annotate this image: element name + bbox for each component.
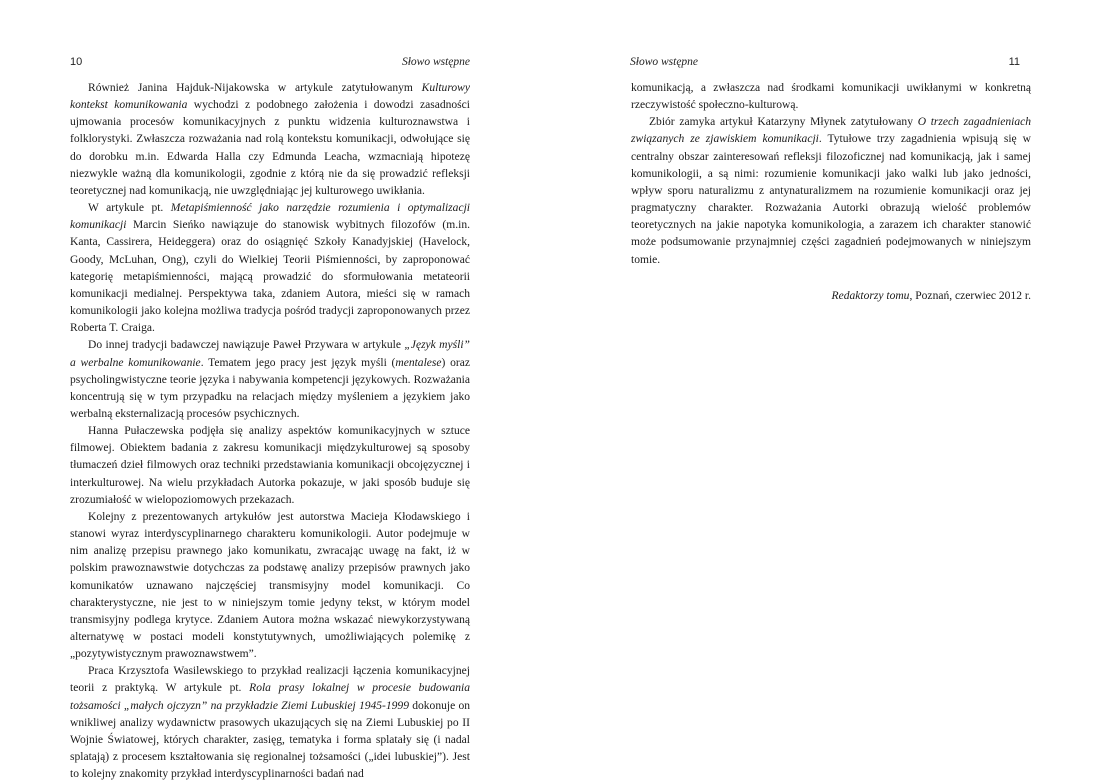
- italic-title: O trzech zagadnieniach związanych ze zjawiskiem komunikacji: [631, 116, 1031, 146]
- page-number: 11: [1008, 56, 1020, 68]
- editors-signature: [631, 288, 1031, 305]
- paragraph: [70, 509, 470, 663]
- page-number: 10: [70, 56, 83, 68]
- left-page: [0, 0, 550, 781]
- text-run: komunikacją, a zwłaszcza nad środkami komunikacji uwikłanymi w konkretną rzeczywistość społeczno-kulturową.: [631, 82, 1031, 112]
- text-run: Kolejny z prezentowanych artykułów jest autorstwa Macieja Kłodawskiego i stanowi wyraz interdyscyplinarnego charakteru komunikologii. Autor podejmuje w nim analizę przepisu prawnego jako komunikatu, zwracając uwagę na fakt, iż w polskim prawoznawstwie dotychczas za podstawę analizy przepisów prawnych jako komunikatów uznawano najczęściej transmisyjny model komunikacji. Co charakterystyczne, nie jest to w niniejszym tomie jedyny tekst, w którym model transmisyjny podlega krytyce. Zdaniem Autora można wskazać niewykorzystywaną alternatywę w postaci modeli konstytutywnych, umożliwiających polemikę z „pozytywistycznym prawoznawstwem”.: [70, 510, 470, 661]
- right-page: [550, 0, 1100, 777]
- running-head: Słowo wstępne: [630, 56, 699, 68]
- place-date: , Poznań, czerwiec 2012 r.: [909, 289, 1031, 302]
- text-run: . Tematem jego pracy jest język myśli (: [200, 356, 396, 369]
- italic-title: Rola prasy lokalnej w procesie budowania tożsamości „małych ojczyzn” na przykładzie Ziemi Lubuskiej 1945-1999: [70, 682, 470, 712]
- italic-title: Kulturowy kontekst komunikowania: [70, 82, 470, 112]
- text-run: wychodzi z podobnego założenia i dowodzi zasadności ujmowania procesów komunikacyjnych z punktu widzenia kulturoznawstwa i folklorystyki. Zwłaszcza rozważania nad rolą kontekstu komunikacji, odwołujące się do dorobku m.in. Edwarda Halla czy Edmunda Leacha, wzmacniają hipotezę niezwykle ważną dla komunikologii, zgodnie z którą nie da się prowadzić refleksji teoretycznej nad komunikacją, nie uwzględniając jej kulturowego uwikłania.: [70, 99, 470, 197]
- paragraph: [631, 114, 1031, 268]
- paragraph: [70, 337, 470, 423]
- italic-title: „Język myśli” a werbalne komunikowanie: [70, 339, 470, 369]
- body-text: [631, 80, 1031, 305]
- text-run: Również Janina Hajduk-Nijakowska w artykule zatytułowanym: [88, 82, 422, 94]
- paragraph: [631, 80, 1031, 114]
- text-run: . Tytułowe trzy zagadnienia wpisują się w centralny obszar zainteresowań refleksji filozoficznej nad komunikacją, jak i samej komunikologii, a są nimi: rozumienie komunikacji jako walki lub jako jedności, wpływ sporu naturalizmu z antynaturalizmem na rozumienie komunikacji oraz jej pragmatyczny charakter. Rozważania Autorki obrazują wielość problemów teoretycznych na jakie napotyka komunikologia, a zarazem ich charakter stanowić może podsumowanie przynajmniej części zagadnień podejmowanych w niniejszym tomie.: [631, 133, 1031, 266]
- text-run: Hanna Pułaczewska podjęła się analizy aspektów komunikacyjnych w sztuce filmowej. Obiektem badania z zakresu komunikacji międzykulturowej są sposoby tłumaczeń dzieł filmowych oraz techniki przedstawiania komunikacji obcojęzycznej i interkulturowej. Na wielu przykładach Autorka pokazuje, w jaki sposób buduje się zrozumiałość w wielopoziomowych przekazach.: [70, 425, 470, 506]
- paragraph: [70, 423, 470, 509]
- running-head: Słowo wstępne: [401, 56, 470, 68]
- text-run: Zbiór zamyka artykuł Katarzyny Młynek zatytułowany: [649, 116, 918, 129]
- italic-title: Metapiśmienność jako narzędzie rozumienia i optymalizacji komunikacji: [70, 202, 470, 232]
- text-run: ) oraz psycholingwistyczne teorie języka i nabywania kompetencji językowych. Rozważania koncentrują się w tym przypadku na relacjach między myśleniem a językiem jako werbalną eksternalizacją procesów psychicznych.: [70, 356, 470, 420]
- body-text: [70, 80, 470, 783]
- text-run: Marcin Sieńko nawiązuje do stanowisk wybitnych filozofów (m.in. Kanta, Cassirera, Heideggera) oraz do osiągnięć Szkoły Kanadyjskiej (Havelock, Goody, McLuhan, Ong), czyli do Wielkiej Teorii Piśmienności, by zaproponować kategorię metapiśmienności, mającą prowadzić do sformułowania metateorii komunikacji medialnej. Perspektywa taka, zdaniem Autora, mieści się w ramach komunikologii jako kolejna możliwa tradycja pośród tradycji zaproponowanych przez Roberta T. Craiga.: [70, 219, 470, 335]
- editors-label: Redaktorzy tomu: [831, 289, 910, 302]
- italic-title: mentalese: [395, 356, 442, 369]
- text-run: dokonuje on wnikliwej analizy wydawnictw prasowych ukazujących się na Ziemi Lubuskiej po II Wojnie Światowej, których charakter, zasięg, tematyka i forma splatały się (i nadal splatają) z procesem kształtowania się regionalnej tożsamości („idei lubuskiej”). Jest to kolejny znakomity przykład interdyscyplinarności badań nad: [70, 699, 471, 781]
- paragraph: [70, 80, 470, 200]
- text-run: Praca Krzysztofa Wasilewskiego to przykład realizacji łączenia komunikacyjnej teorii z praktyką. W artykule pt.: [70, 665, 470, 695]
- paragraph: [70, 200, 470, 337]
- paragraph: [70, 663, 470, 783]
- text-run: Do innej tradycji badawczej nawiązuje Paweł Przywara w artykule: [88, 339, 405, 352]
- text-run: W artykule pt.: [88, 202, 171, 215]
